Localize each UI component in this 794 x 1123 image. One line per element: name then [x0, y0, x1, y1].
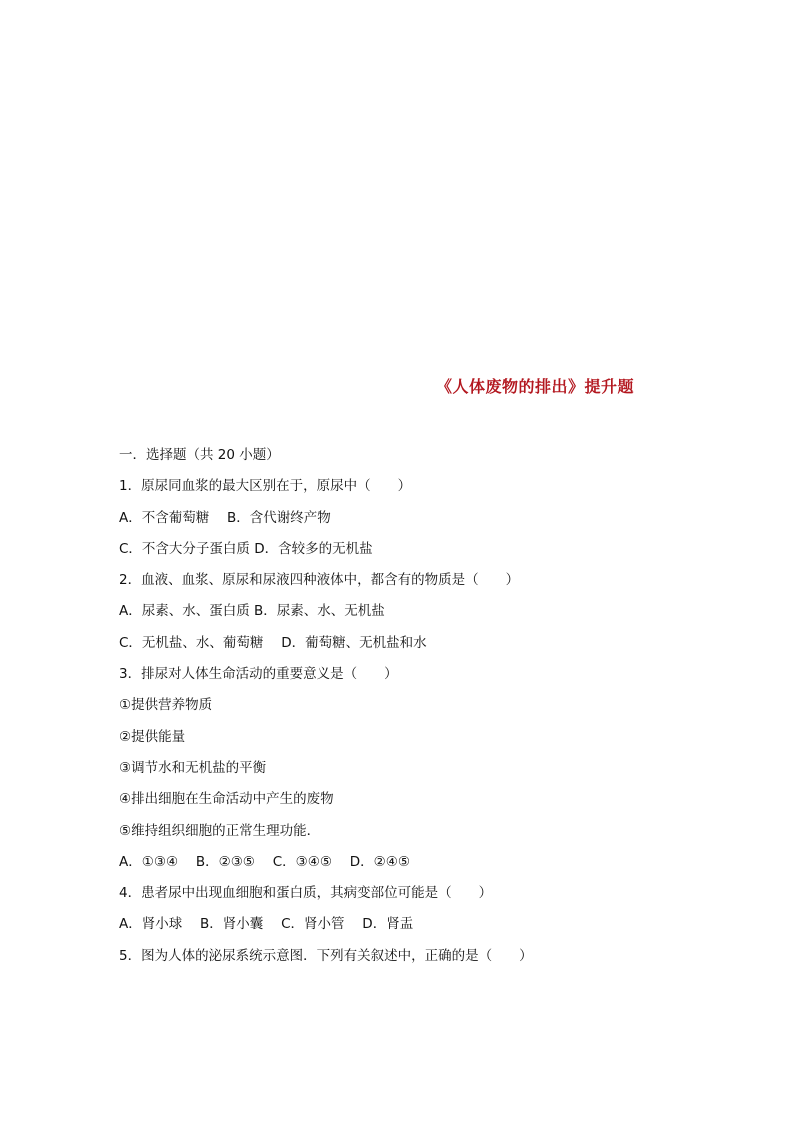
- question-1: 1．原尿同血浆的最大区别在于，原尿中（ ）: [119, 478, 412, 495]
- question-3-item-1: ①提供营养物质: [119, 697, 213, 714]
- question-3-item-4: ④排出细胞在生命活动中产生的废物: [119, 791, 334, 808]
- question-3-options: A．①③④ B．②③⑤ C．③④⑤ D．②④⑤: [119, 853, 410, 870]
- question-2-options-ab: A．尿素、水、蛋白质 B．尿素、水、无机盐: [119, 603, 385, 620]
- question-3-item-3: ③调节水和无机盐的平衡: [119, 759, 267, 776]
- question-1-options-ab: A．不含葡萄糖 B．含代谢终产物: [119, 509, 331, 526]
- question-1-options-cd: C．不含大分子蛋白质 D．含较多的无机盐: [119, 540, 373, 557]
- question-list: [119, 444, 679, 976]
- question-3: 3．排尿对人体生命活动的重要意义是（ ）: [119, 666, 398, 683]
- section-heading: 一．选择题（共 20 小题）: [119, 447, 280, 463]
- question-3-item-5: ⑤维持组织细胞的正常生理功能．: [119, 822, 321, 839]
- document-title: 《人体废物的排出》提升题: [436, 377, 635, 396]
- question-2: 2．血液、血浆、原尿和尿液四种液体中，都含有的物质是（ ）: [119, 572, 520, 589]
- question-4: 4．患者尿中出现血细胞和蛋白质，其病变部位可能是（ ）: [119, 885, 493, 902]
- question-2-options-cd: C．无机盐、水、葡萄糖 D．葡萄糖、无机盐和水: [119, 634, 427, 651]
- question-5: 5．图为人体的泌尿系统示意图．下列有关叙述中，正确的是（ ）: [119, 947, 533, 964]
- question-3-item-2: ②提供能量: [119, 728, 186, 745]
- question-4-options: A．肾小球 B．肾小囊 C．肾小管 D．肾盂: [119, 916, 414, 933]
